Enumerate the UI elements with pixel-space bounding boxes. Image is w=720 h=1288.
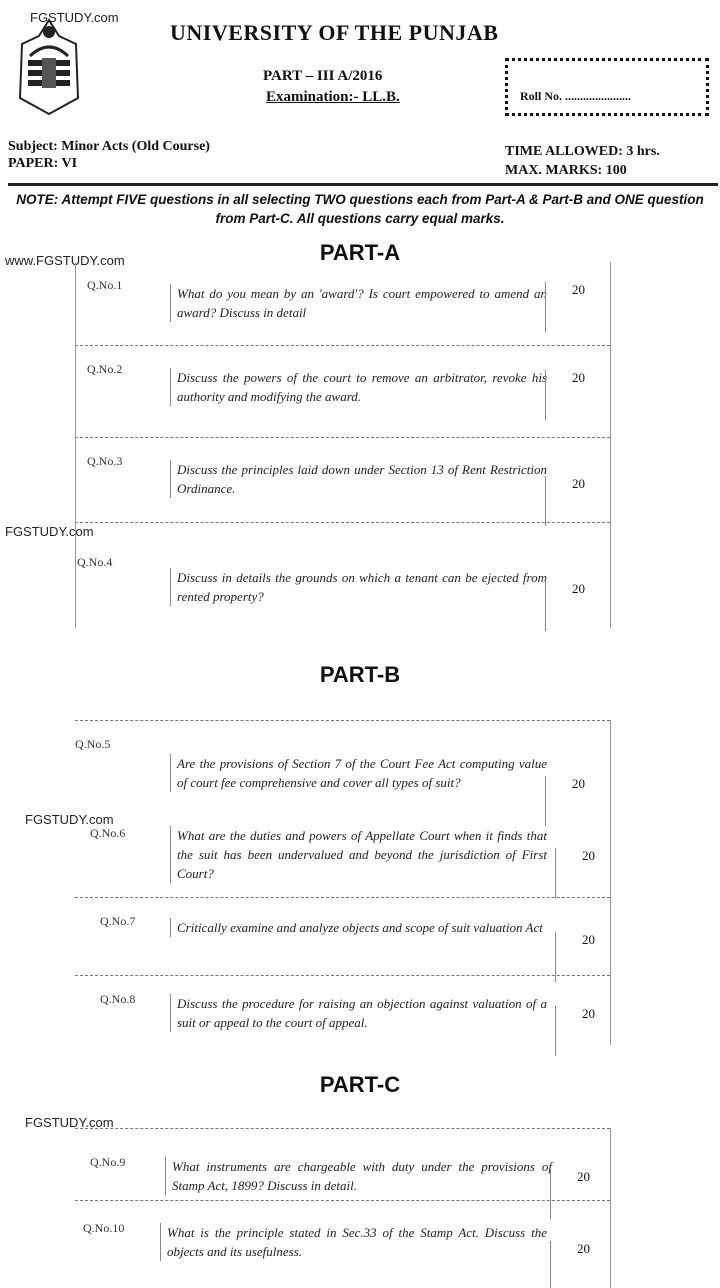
question-number: Q.No.10	[83, 1221, 125, 1235]
question-number: Q.No.7	[100, 914, 136, 928]
question-text: Discuss the powers of the court to remove an arbitrator, revoke his authority and modifying the award.	[170, 368, 547, 406]
question-row	[75, 720, 610, 823]
paper: PAPER: VI	[8, 156, 78, 171]
question-number: Q.No.4	[77, 555, 113, 569]
question-row	[75, 1200, 610, 1288]
question-text: What instruments are chargeable with duty under the provisions of Stamp Act, 1899? Discuss in detail.	[165, 1157, 552, 1195]
question-marks: 20	[545, 776, 611, 826]
question-number: Q.No.1	[87, 278, 123, 292]
exam-part: PART – III A/2016	[263, 68, 383, 84]
question-marks: 20	[545, 581, 611, 631]
table-border	[610, 262, 611, 628]
university-crest-logo	[14, 18, 84, 118]
max-marks: MAX. MARKS: 100	[505, 163, 627, 178]
question-row	[75, 437, 610, 523]
question-row	[75, 822, 610, 897]
question-number: Q.No.9	[90, 1155, 126, 1169]
question-marks: 20	[545, 282, 611, 332]
question-number: Q.No.5	[75, 737, 111, 751]
part-c-title: PART-C	[319, 1072, 401, 1097]
university-title: UNIVERSITY OF THE PUNJAB	[170, 20, 499, 45]
table-border	[610, 720, 611, 1045]
watermark: FGSTUDY.com	[30, 10, 119, 25]
question-number: Q.No.3	[87, 454, 123, 468]
question-marks: 20	[545, 476, 611, 526]
question-row	[75, 522, 610, 629]
table-border	[75, 262, 76, 628]
roll-number-box	[505, 58, 709, 116]
part-a-title: PART-A	[319, 240, 401, 265]
watermark: FGSTUDY.com	[25, 812, 114, 827]
question-marks: 20	[555, 848, 621, 898]
question-number: Q.No.2	[87, 362, 123, 376]
question-row	[75, 975, 610, 1046]
watermark: www.FGSTUDY.com	[5, 253, 125, 268]
instructions-note: NOTE: Attempt FIVE questions in all selecting TWO questions each from Part-A & Part-B and ONE question from Part-C. All questions carry equal marks.	[16, 192, 704, 226]
question-text: Are the provisions of Section 7 of the Court Fee Act computing value of court fee comprehensive and cover all types of suit?	[170, 754, 547, 792]
question-number: Q.No.8	[100, 992, 136, 1006]
question-marks: 20	[555, 1006, 621, 1056]
question-marks: 20	[550, 1169, 616, 1219]
part-b-title: PART-B	[319, 662, 401, 687]
question-text: What do you mean by an 'award'? Is court empowered to amend an award? Discuss in detail	[170, 284, 547, 322]
roll-number-label: Roll No. ......................	[520, 89, 631, 103]
watermark: FGSTUDY.com	[5, 524, 94, 539]
question-marks: 20	[545, 370, 611, 420]
question-row	[75, 262, 610, 345]
question-text: Discuss in details the grounds on which a tenant can be ejected from rented property?	[170, 568, 547, 606]
question-text: What are the duties and powers of Appellate Court when it finds that the suit has been undervalued and beyond the jurisdiction of First Court?	[170, 826, 547, 883]
exam-name: Examination:- LL.B.	[266, 89, 400, 105]
question-row	[75, 897, 610, 976]
table-border	[610, 1128, 611, 1288]
question-text: Discuss the principles laid down under Section 13 of Rent Restriction Ordinance.	[170, 460, 547, 498]
time-allowed: TIME ALLOWED: 3 hrs.	[505, 144, 660, 159]
question-marks: 20	[555, 932, 621, 982]
watermark: FGSTUDY.com	[25, 1115, 114, 1130]
question-text: What is the principle stated in Sec.33 of the Stamp Act. Discuss the objects and its usefulness.	[160, 1223, 547, 1261]
question-text: Critically examine and analyze objects and scope of suit valuation Act	[170, 918, 547, 937]
question-number: Q.No.6	[90, 826, 126, 840]
question-row	[75, 1128, 610, 1201]
subject: Subject: Minor Acts (Old Course)	[8, 139, 210, 154]
question-text: Discuss the procedure for raising an objection against valuation of a suit or appeal to the court of appeal.	[170, 994, 547, 1032]
question-row	[75, 345, 610, 438]
question-marks: 20	[550, 1241, 616, 1288]
header-divider	[8, 183, 718, 186]
